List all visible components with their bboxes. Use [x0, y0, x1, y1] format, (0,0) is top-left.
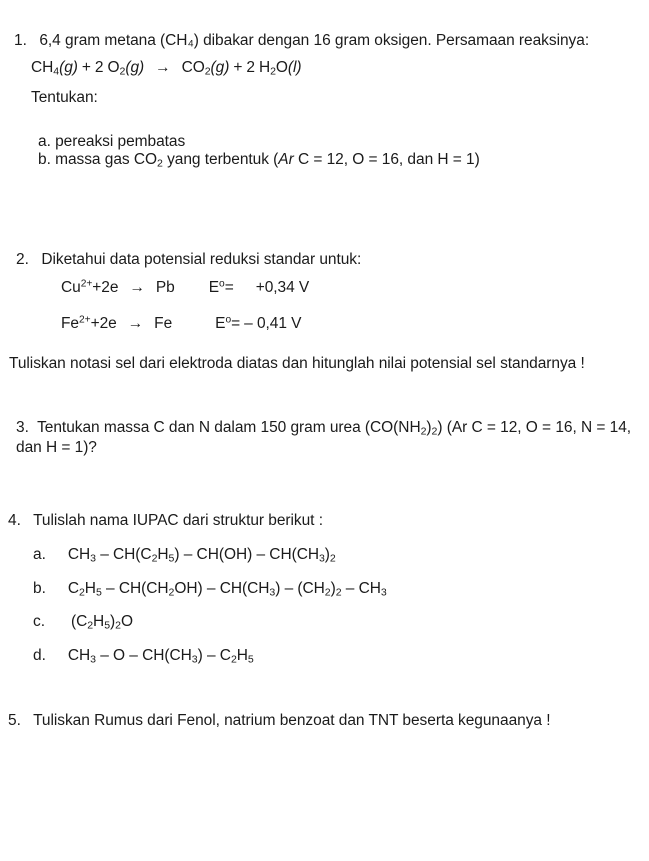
- half-reaction-cu-charge: 2+: [80, 278, 93, 290]
- urea-subscript-2: 2: [431, 425, 438, 438]
- question-1-equation: [31, 58, 302, 77]
- equation-plus-2: +: [233, 59, 243, 76]
- potential-equals-fe: =: [231, 315, 241, 332]
- potential-value-fe: – 0,41 V: [244, 315, 302, 332]
- question-4-prompt-text: Tulislah nama IUPAC dari struktur berikut :: [33, 512, 323, 529]
- formula-subscript: 3: [269, 586, 276, 599]
- reaction-arrow-icon: →: [127, 315, 144, 332]
- equation-product-1-subscript: 2: [204, 65, 211, 78]
- item-a-formula: $CH_3 - CH(C_2H_5) - CH(OH) - CH(CH_3)_2$: [67, 546, 336, 565]
- question-5-prompt: [8, 711, 551, 730]
- question-1-item-a: [38, 132, 185, 151]
- question-4-number: 4.: [8, 512, 21, 529]
- question-5-number: 5.: [8, 712, 21, 729]
- item-a-label: a.: [33, 546, 46, 563]
- half-reaction-cu-species: Cu: [61, 279, 81, 296]
- half-reaction-cu: [61, 278, 309, 297]
- question-1-prompt-text: 6,4 gram metana (CH₄) dibakar dengan 16 gram oksigen. Persamaan reaksinya:: [39, 32, 590, 49]
- question-1-item-b: [38, 150, 480, 169]
- half-reaction-fe: [61, 314, 301, 333]
- item-b-text-end: C = 12, O = 16, dan H = 1): [293, 151, 480, 168]
- potential-symbol-fe: E: [215, 315, 226, 332]
- item-d-formula: $CH_3$ – O – $CH(CH_3) - C_2H_5$: [67, 647, 254, 666]
- equation-coefficient-3: 2: [246, 59, 255, 76]
- half-reaction-fe-product: Fe: [154, 315, 173, 332]
- relative-atomic-mass-symbol: Ar: [278, 151, 294, 168]
- question-3-number: 3.: [16, 419, 29, 436]
- equation-state-3: (g): [210, 59, 230, 76]
- formula-subscript: 2: [329, 552, 336, 565]
- question-3-text-before: Tentukan massa C dan N dalam 150 gram urea (CO(NH: [37, 419, 421, 436]
- formula-subscript: 3: [191, 653, 198, 666]
- formula-subscript: 5: [104, 619, 111, 632]
- question-2-prompt-text: Diketahui data potensial reduksi standar untuk:: [41, 251, 362, 268]
- formula-subscript: 2: [324, 586, 331, 599]
- item-b-label: b.: [38, 151, 51, 168]
- reaction-arrow-icon: →: [155, 59, 171, 76]
- question-2-number: 2.: [16, 251, 29, 268]
- item-d-label: d.: [33, 647, 46, 664]
- urea-subscript-1: 2: [420, 425, 427, 438]
- equation-state-4: (l): [287, 59, 302, 76]
- half-reaction-cu-electrons: +2e: [92, 279, 119, 296]
- question-3-text-after: ) (Ar C = 12, O = 16, N = 14, dan H = 1)?: [16, 419, 632, 457]
- equation-coefficient-2: 2: [94, 59, 104, 76]
- equation-state-2: (g): [125, 59, 145, 76]
- item-b-text-before: massa gas CO: [55, 151, 157, 168]
- formula-subscript: 2: [335, 586, 342, 599]
- equation-reactant-2-subscript: 2: [119, 65, 126, 78]
- half-reaction-fe-species: Fe: [61, 315, 79, 332]
- equation-state-1: (g): [59, 59, 78, 76]
- item-a-label: a.: [38, 133, 51, 150]
- equation-plus-1: +: [81, 59, 91, 76]
- half-reaction-cu-product: Pb: [155, 279, 175, 296]
- question-3-prompt: [16, 418, 640, 459]
- question-2-prompt: [16, 250, 361, 269]
- equation-product-2-subscript: 2: [270, 65, 276, 78]
- formula-subscript: 2: [168, 586, 175, 599]
- half-reaction-fe-electrons: +2e: [90, 315, 117, 332]
- question-5-text: Tuliskan Rumus dari Fenol, natrium benzoat dan TNT beserta kegunaanya !: [33, 712, 551, 729]
- formula-subscript: 2: [151, 552, 158, 565]
- reaction-arrow-icon: →: [129, 279, 145, 296]
- question-2-tail: Tuliskan notasi sel dari elektroda diatas dan hitunglah nilai potensial sel standarnya !: [9, 355, 585, 372]
- potential-equals-cu: =: [224, 279, 234, 296]
- item-c-formula: $(C_2H_5)_2O$: [70, 613, 133, 632]
- equation-reactant-1: CH: [31, 59, 54, 76]
- question-4-item-a: [33, 545, 336, 564]
- equation-product-2-h: H: [258, 59, 271, 76]
- question-4-item-c: [33, 612, 133, 631]
- potential-degree-icon: o: [219, 278, 225, 290]
- formula-subscript: 3: [318, 552, 325, 565]
- formula-subscript: 3: [90, 653, 96, 666]
- formula-subscript: 2: [115, 619, 121, 632]
- item-b-formula: $C_2H_5 - CH(CH_2OH) - CH(CH_3) - (CH_2)_2 - CH_3$: [67, 580, 387, 599]
- half-reaction-fe-charge: 2+: [79, 314, 91, 326]
- item-c-label: c.: [33, 613, 45, 630]
- formula-subscript: 5: [168, 552, 175, 565]
- potential-symbol-cu: E: [208, 279, 220, 296]
- equation-reactant-2: O: [107, 59, 120, 76]
- formula-subscript: 2: [78, 586, 85, 599]
- equation-reactant-1-subscript: 4: [53, 65, 60, 78]
- equation-product-2-o: O: [275, 59, 288, 76]
- formula-subscript: 3: [380, 586, 387, 599]
- question-1-instruction: Tentukan:: [31, 89, 98, 106]
- item-b-text-after: yang terbentuk (: [162, 151, 279, 168]
- question-1-number: 1.: [14, 32, 27, 49]
- item-a-text: pereaksi pembatas: [55, 133, 186, 150]
- formula-subscript: 2: [87, 619, 94, 632]
- question-4-prompt: [8, 511, 323, 530]
- formula-subscript: 5: [247, 653, 254, 666]
- equation-product-1: CO: [181, 59, 205, 76]
- potential-degree-icon: o: [225, 314, 232, 326]
- question-3-text-mid: ): [426, 419, 432, 436]
- question-4-item-b: [33, 579, 387, 598]
- formula-subscript: 2: [230, 653, 237, 666]
- item-b-label: b.: [33, 580, 46, 597]
- formula-subscript: 3: [90, 552, 96, 565]
- question-1-prompt: [14, 31, 639, 51]
- potential-value-cu: +0,34 V: [255, 279, 310, 296]
- question-4-item-d: [33, 646, 254, 665]
- item-b-subscript: 2: [157, 157, 163, 170]
- formula-subscript: 5: [95, 586, 102, 599]
